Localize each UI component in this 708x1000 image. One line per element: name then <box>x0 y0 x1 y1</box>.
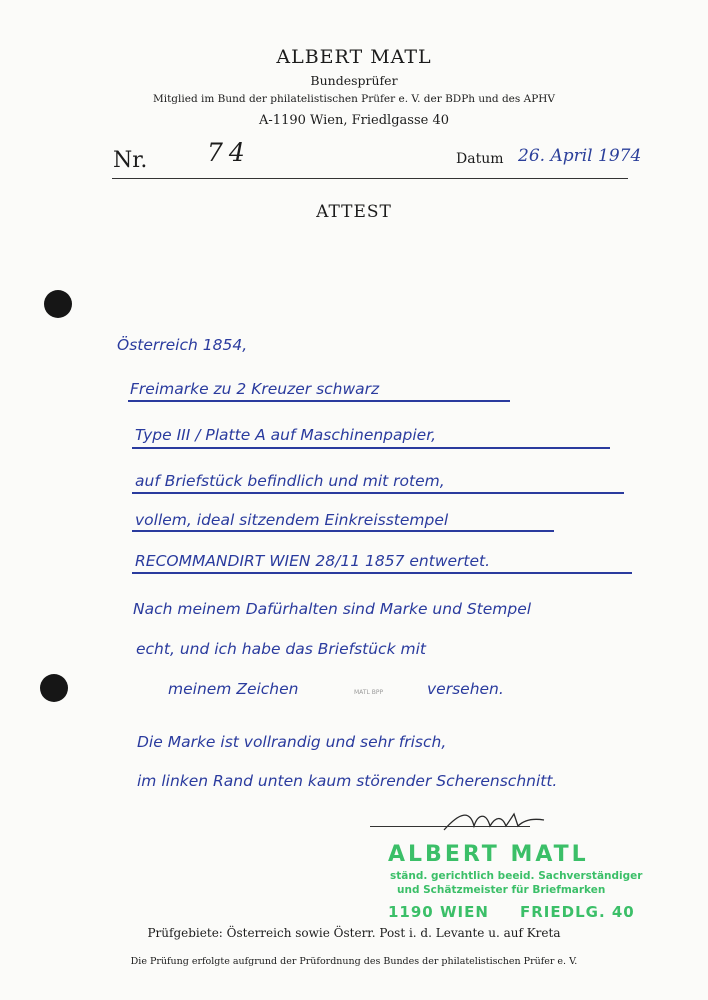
examiner-title: Bundesprüfer <box>310 73 398 88</box>
signature-line <box>370 826 530 827</box>
body-line-7: Nach meinem Dafürhalten sind Marke und Stempel <box>133 600 532 618</box>
examiner-address: A-1190 Wien, Friedlgasse 40 <box>259 113 449 128</box>
underline-4 <box>132 492 624 494</box>
header-rule <box>112 178 628 179</box>
membership-line: Mitglied im Bund der philatelistischen Prüfer e. V. der BDPh und des APHV <box>152 93 556 105</box>
stamp-line-2: und Schätzmeister für Briefmarken <box>397 884 606 896</box>
svg-text:Matl: Matl <box>470 818 473 819</box>
body-line-2: Freimarke zu 2 Kreuzer schwarz <box>130 380 380 398</box>
stamp-street: FRIEDLG. 40 <box>520 903 635 921</box>
footer-fields: Prüfgebiete: Österreich sowie Österr. Post i. d. Levante u. auf Kreta <box>147 926 561 940</box>
body-line-5: vollem, ideal sitzendem Einkreisstempel <box>135 511 449 529</box>
number-label: Nr. <box>113 148 148 173</box>
stamp-name: ALBERT MATL <box>388 842 589 867</box>
underline-2 <box>128 400 510 402</box>
signature <box>440 806 550 840</box>
body-line-11: im linken Rand unten kaum störender Scherenschnitt. <box>137 772 558 790</box>
date-value: 26. April 1974 <box>518 146 642 166</box>
body-line-1: Österreich 1854, <box>117 336 248 354</box>
punch-hole-bottom <box>40 674 68 702</box>
examiner-mark <box>354 687 384 699</box>
footer-note: Die Prüfung erfolgte aufgrund der Prüfordnung des Bundes der philatelistischen Prüfer e. V. <box>130 956 578 967</box>
body-line-4: auf Briefstück befindlich und mit rotem, <box>135 472 445 490</box>
body-line-3: Type III / Platte A auf Maschinenpapier, <box>135 426 437 444</box>
stamp-city: 1190 WIEN <box>388 903 489 921</box>
body-line-10: Die Marke ist vollrandig und sehr frisch, <box>137 733 447 751</box>
date-label: Datum <box>456 151 504 167</box>
stamp-line-1: ständ. gerichtlich beeid. Sachverständiger <box>390 870 643 882</box>
number-value: 74 <box>207 138 251 167</box>
punch-hole-top <box>44 290 72 318</box>
underline-6 <box>132 572 632 574</box>
body-line-9a: meinem Zeichen <box>168 680 299 698</box>
body-line-8: echt, und ich habe das Briefstück mit <box>136 640 426 658</box>
underline-5 <box>132 530 554 532</box>
body-line-6: RECOMMANDIRT WIEN 28/11 1857 entwertet. <box>135 552 491 570</box>
examiner-name: ALBERT MATL <box>276 46 432 68</box>
underline-3 <box>132 447 610 449</box>
svg-text:MATL BPP: MATL BPP <box>354 689 384 696</box>
document-title: ATTEST <box>316 202 392 222</box>
body-line-9b: versehen. <box>427 680 504 698</box>
